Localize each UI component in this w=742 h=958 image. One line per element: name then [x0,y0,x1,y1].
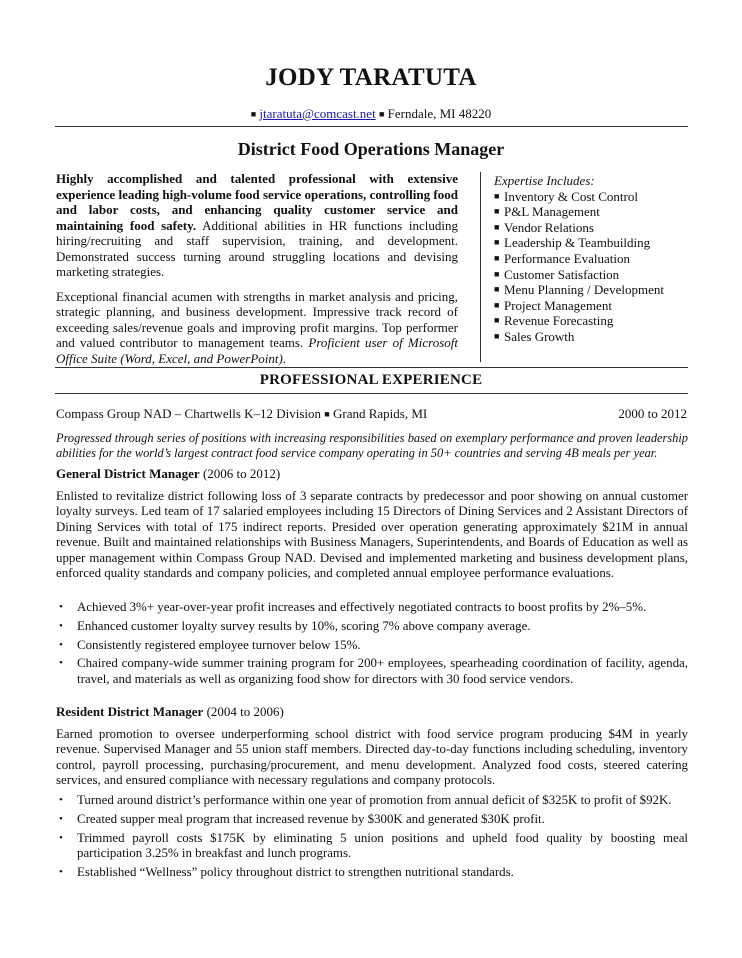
company-name: Compass Group NAD – Chartwells K–12 Division [56,406,322,421]
achievement-item [56,638,688,653]
expertise-item [494,282,694,298]
expertise-item [494,267,694,283]
expertise-item-label: Leadership & Teambuilding [504,235,651,251]
square-bullet-icon: ■ [494,221,500,232]
bullet-icon: • [59,638,63,651]
expertise-list [494,189,694,345]
candidate-name: JODY TARATUTA [265,64,477,91]
expertise-heading: Expertise Includes: [494,173,595,188]
square-bullet-icon: ■ [494,237,500,248]
expertise-item [494,204,694,220]
achievement-item [56,812,688,827]
expertise-item-label: Project Management [504,297,612,313]
bullet-icon: • [59,812,63,825]
expertise-item-label: Customer Satisfaction [504,266,620,282]
summary-text: Exceptional financial acumen with strengths in market analysis and pricing, strategic planning, and business development. Impressive track record of exceeding sales/revenue goals and improving profit margins. Top performer and valued contributor to management teams. [56,288,458,350]
bullet-icon: • [59,601,63,613]
expertise-item-label: Inventory & Cost Control [504,188,638,204]
square-bullet-icon: ■ [494,252,500,263]
square-bullet-icon: ■ [494,299,500,310]
bullet-icon: • [59,865,63,878]
role-description: Enlisted to revitalize district following loss of 3 separate contracts by predecessor and poor showing on annual customer loyalty surveys. Led team of 17 salaried employees including 15 Directors of Dining Services and 2 Assistant Directors of Dining Services with total of 175 indirect reports. Presided over operation generating approximately $21M in annual revenue. Built and maintained relationships with Business Managers, Superintendents, and Boards of Education as well as upper management within Compass Group NAD. Devised and implemented marketing and business development plans, enforced quality standards and company policies, and completed annual employee performance evaluations. [56,489,688,581]
achievement-text: Enhanced customer loyalty survey results by 10%, scoring 7% above company average. [77,618,531,633]
header-divider [55,126,688,127]
progression-summary: Progressed through series of positions with increasing responsibilities based on exemplary performance and proven leadership abilities for the world’s largest contract food service company operating in 50+ countries and serving 4B meals per year. [56,431,688,460]
location-text: Ferndale, MI 48220 [387,106,492,121]
section-divider-top [55,367,688,368]
summary-italic-text: Proficient user of Microsoft Office Suite (Word, Excel, and PowerPoint). [56,335,458,366]
expertise-item [494,220,694,236]
summary-paragraph [56,289,458,367]
bullet-icon: • [59,794,63,806]
square-bullet-icon: ■ [324,409,330,419]
role-dates: (2004 to 2006) [206,704,284,719]
square-bullet-icon: ■ [494,190,500,201]
expertise-item-label: Menu Planning / Development [504,282,664,298]
achievement-text: Consistently registered employee turnover below 15%. [77,637,361,652]
expertise-item-label: Revenue Forecasting [504,313,614,329]
achievement-list [56,600,688,691]
summary-paragraph [56,171,458,280]
role-description: Earned promotion to oversee underperforming school district with food service program producing $4M in yearly revenue. Supervised Manager and 55 union staff members. Directed day-to-day functions including scheduling, inventory control, payroll processing, purchasing/procurement, and menu development. Analyzed food costs, steered catering services, and ensured compliance with necessary regulations and company protocols. [56,727,688,788]
role-heading [56,704,284,720]
role-title: General District Manager [56,466,200,481]
role-heading [56,466,280,482]
expertise-item [494,235,694,251]
achievement-item [56,831,688,862]
expertise-item-label: Sales Growth [504,328,575,344]
achievement-text: Created supper meal program that increased revenue by $300K and generated $30K profit. [77,811,545,826]
achievement-item [56,619,688,634]
role-title: Resident District Manager [56,704,204,719]
square-bullet-icon: ■ [378,109,385,119]
achievement-item [56,600,688,615]
achievement-item [56,656,688,687]
expertise-item [494,329,694,345]
square-bullet-icon: ■ [494,284,500,295]
email-link[interactable]: jtaratuta@comcast.net [259,106,376,121]
expertise-item-label: Performance Evaluation [504,250,630,266]
job-title: District Food Operations Manager [237,139,505,159]
contact-line [0,106,742,122]
experience-heading: PROFESSIONAL EXPERIENCE [259,372,483,388]
square-bullet-icon: ■ [494,330,500,341]
company-line [56,406,427,422]
column-divider [480,172,481,362]
expertise-item [494,313,694,329]
employment-dates: 2000 to 2012 [618,406,687,421]
achievement-item [56,793,688,808]
expertise-item [494,189,694,205]
square-bullet-icon: ■ [494,315,500,326]
role-dates: (2006 to 2012) [202,466,281,481]
achievement-text: Trimmed payroll costs $175K by eliminating 5 union positions and upheld food quality by boosting meal participation 3.25% in breakfast and lunch programs. [77,830,688,860]
bullet-icon: • [59,619,63,632]
bullet-icon: • [59,831,63,844]
square-bullet-icon: ■ [250,109,257,119]
expertise-section [494,173,694,345]
expertise-item-label: P&L Management [504,204,600,220]
achievement-text: Turned around district’s performance within one year of promotion from annual deficit of $325K to profit of $92K. [77,793,672,807]
achievement-list [56,793,688,884]
achievement-item [56,865,688,880]
expertise-item [494,298,694,314]
summary-text: Additional abilities in HR functions including hiring/recruiting and staff supervision, training, and development. Demonstrated success turning around struggling locations and devising marketing strategies. [56,217,458,279]
achievement-text: Achieved 3%+ year-over-year profit increases and effectively negotiated contracts to boost profits by 2%–5%. [77,600,647,614]
expertise-item-label: Vendor Relations [504,219,594,235]
achievement-text: Chaired company-wide summer training program for 200+ employees, spearheading coordination of facility, agenda, travel, and materials as well as organizing food show for directors with 30 food service vendors. [77,656,688,686]
square-bullet-icon: ■ [494,206,500,217]
summary-bold-text: Highly accomplished and talented professional with extensive experience leading high-volume food service operations, controlling food and labor costs, and enhancing quality customer service and maintaining food safety. [56,171,458,233]
expertise-item [494,251,694,267]
achievement-text: Established “Wellness” policy throughout district to strengthen nutritional standards. [77,864,514,879]
square-bullet-icon: ■ [494,268,500,279]
summary-section [56,171,458,375]
section-divider-bottom [55,393,688,394]
bullet-icon: • [59,657,63,670]
company-location: Grand Rapids, MI [332,406,428,421]
